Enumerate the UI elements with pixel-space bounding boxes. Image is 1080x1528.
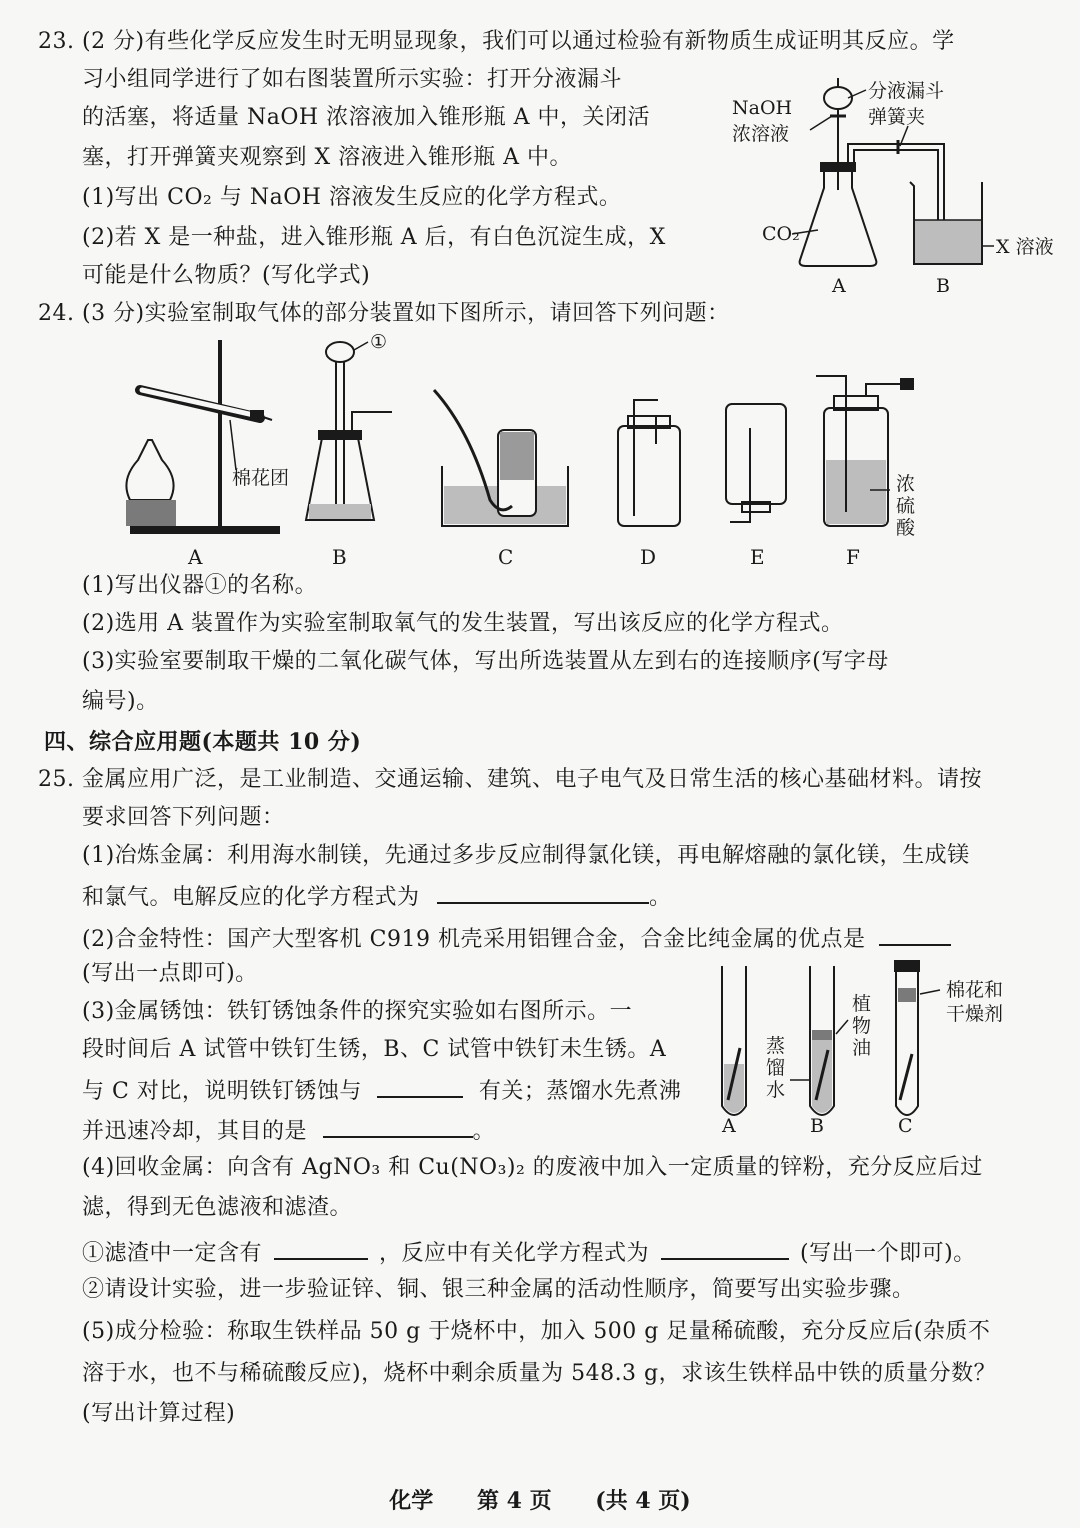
cotton-label: 棉花团 [232,467,290,489]
q24-stem: 24. (3 分)实验室制取气体的部分装置如下图所示，请回答下列问题： [38,301,730,326]
flask-a-label: A [832,275,846,297]
q25-p5-line-1: (5)成分检验：称取生铁样品 50 g 于烧杯中，加入 500 g 足量稀硫酸，充分反应后(杂质不 [82,1319,991,1344]
oil-char-2: 物 [852,1015,872,1037]
footer-subject: 化学 [389,1488,434,1514]
oil-char-1: 植 [852,993,872,1015]
answer-blank-3[interactable] [377,1074,463,1098]
cotton-desiccant-label-2: 干燥剂 [946,1003,1004,1025]
clamp-label: 弹簧夹 [868,106,926,128]
q25-p4-line-1: (4)回收金属：向含有 AgNO₃ 和 Cu(NO₃)₂ 的废液中加入一定质量的锌粉，充分反应后过 [82,1155,983,1180]
q24-line-1: (1)写出仪器①的名称。 [82,573,318,598]
q25-p3-line-4: 并迅速冷却，其目的是 。 [82,1114,495,1146]
section-4-heading: 四、综合应用题(本题共 10 分) [44,729,362,755]
q23-line-6: (2)若 X 是一种盐，进入锥形瓶 A 后，有白色沉淀生成，X [82,225,666,250]
beaker-b-label: B [936,275,950,297]
answer-blank-1[interactable] [437,880,649,904]
acid-char-3: 酸 [896,517,916,539]
q24-line-4: 编号)。 [82,689,159,714]
device-e-label: E [750,545,765,569]
q25-rust-experiment-figure [710,960,1050,1140]
q23-line-3: 的活塞，将适量 NaOH 浓溶液加入锥形瓶 A 中，关闭活 [82,105,650,130]
acid-char-2: 硫 [896,495,916,517]
tube-b-label: B [810,1115,824,1137]
q25-p2-line-1: (2)合金特性：国产大型客机 C919 机壳采用铝锂合金，合金比纯金属的优点是 [82,922,951,954]
naoh-label: NaOH [732,97,793,119]
answer-blank-5[interactable] [274,1236,368,1260]
oil-char-3: 油 [852,1037,872,1059]
q23-line-5: (1)写出 CO₂ 与 NaOH 溶液发生反应的化学方程式。 [82,185,622,210]
answer-blank-4[interactable] [323,1114,473,1138]
q25-p4-sub-1: ①滤渣中一定含有 ，反应中有关化学方程式为 (写出一个即可)。 [82,1236,976,1268]
q24-line-3: (3)实验室要制取干燥的二氧化碳气体，写出所选装置从左到右的连接顺序(写字母 [82,649,889,674]
q25-p1-line-1: (1)冶炼金属：利用海水制镁，先通过多步反应制得氯化镁，再电解熔融的氯化镁，生成镁 [82,843,970,868]
q25-p5-line-3: (写出计算过程) [82,1401,236,1426]
acid-char-1: 浓 [896,473,916,495]
funnel-label: 分液漏斗 [868,80,945,102]
q25-p1-line-2: 和氯气。电解反应的化学方程式为 。 [82,880,672,912]
device-f-label: F [846,545,860,569]
x-solution-label: X 溶液 [996,236,1054,258]
footer-total: (共 4 页) [595,1488,691,1514]
q23-line-2: 习小组同学进行了如右图装置所示实验：打开分液漏斗 [82,67,623,92]
device-a-label: A [188,545,203,569]
co2-label: CO₂ [762,223,800,245]
q25-p5-line-2: 溶于水，也不与稀硫酸反应)，烧杯中剩余质量为 548.3 g，求该生铁样品中铁的质量分数？ [82,1361,997,1386]
device-d-label: D [640,545,657,569]
answer-blank-6[interactable] [661,1236,789,1260]
q23-line-1: 23. (2 分)有些化学反应发生时无明显现象，我们可以通过检验有新物质生成证明其反应。学 [38,29,955,54]
naoh-label-2: 浓溶液 [732,123,790,145]
water-char-3: 水 [766,1079,786,1101]
q25-p2-line-2: (写出一点即可)。 [82,961,258,986]
tube-a-label: A [722,1115,736,1137]
q25-p3-line-1: (3)金属锈蚀：铁钉锈蚀条件的探究实验如右图所示。一 [82,999,633,1024]
q23-apparatus-figure [720,70,1065,300]
water-char-2: 馏 [766,1057,786,1079]
device-b-label: B [332,545,347,569]
footer-page: 第 4 页 [476,1488,552,1514]
q23-line-4: 塞，打开弹簧夹观察到 X 溶液进入锥形瓶 A 中。 [82,145,573,170]
q23-line-7: 可能是什么物质？(写化学式) [82,263,371,288]
answer-blank-2[interactable] [879,922,951,946]
q25-intro-2: 要求回答下列问题： [82,805,285,830]
q24-apparatus-figure [110,330,940,570]
q24-line-2: (2)选用 A 装置作为实验室制取氧气的发生装置，写出该反应的化学方程式。 [82,611,844,636]
q25-p4-sub-2: ②请设计实验，进一步验证锌、铜、银三种金属的活动性顺序，简要写出实验步骤。 [82,1277,915,1302]
cotton-desiccant-label-1: 棉花和 [946,979,1004,1001]
tube-c-label: C [898,1115,913,1137]
circled-one-label: ① [370,331,388,353]
q25-intro-1: 25. 金属应用广泛，是工业制造、交通运输、建筑、电子电气及日常生活的核心基础材料。请按 [38,767,982,792]
device-c-label: C [498,545,514,569]
page-footer [0,1484,1080,1515]
q25-p4-line-2: 滤，得到无色滤液和滤渣。 [82,1195,353,1220]
q25-p3-line-2: 段时间后 A 试管中铁钉生锈，B、C 试管中铁钉未生锈。A [82,1037,667,1062]
water-char-1: 蒸 [766,1035,786,1057]
q25-p3-line-3: 与 C 对比，说明铁钉锈蚀与 有关；蒸馏水先煮沸 [82,1074,681,1106]
